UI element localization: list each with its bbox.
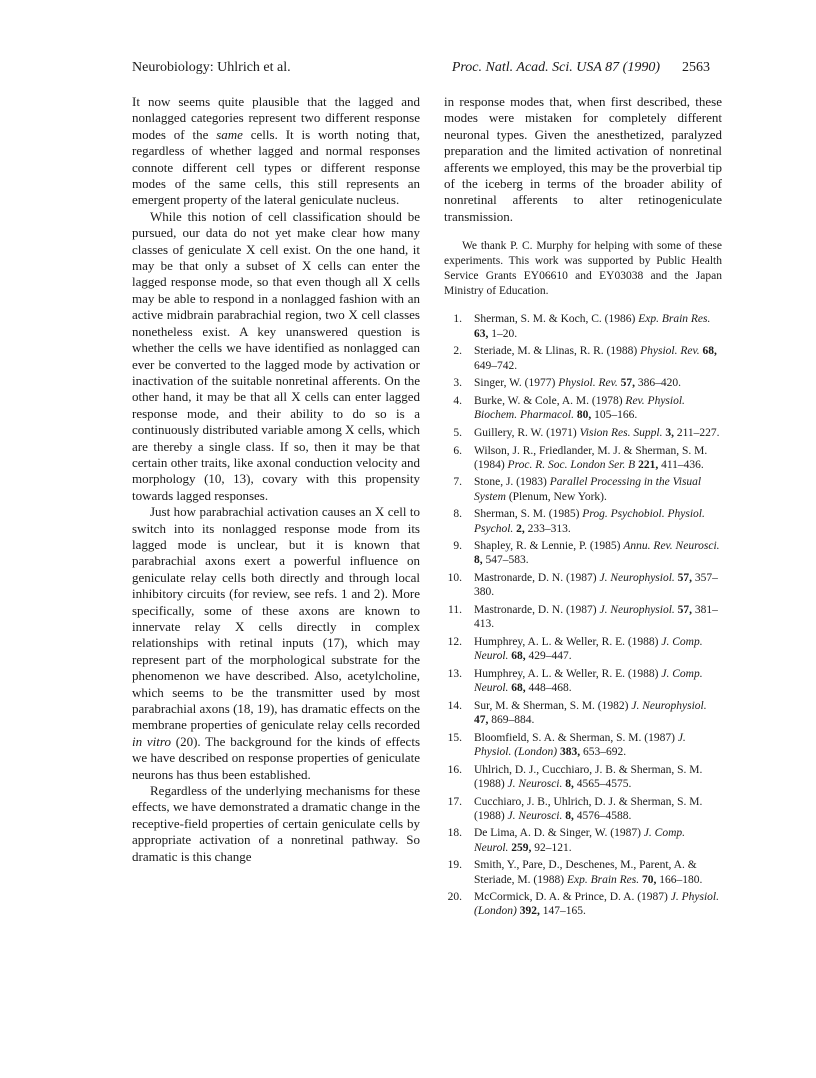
reference-journal: Physiol. Rev.	[640, 345, 700, 358]
reference-volume: 70,	[639, 873, 657, 886]
paragraph-3	[132, 504, 420, 783]
reference-number: 15.	[447, 731, 462, 744]
reference-item	[444, 826, 722, 854]
reference-authors: Mastronarde, D. N. (1987)	[474, 604, 600, 617]
reference-journal: Rev. Physiol. Biochem. Pharmacol.	[474, 394, 685, 422]
reference-item	[444, 667, 722, 695]
reference-pages: 1–20.	[488, 327, 518, 340]
paragraph-3-emphasis: in vitro	[132, 733, 171, 749]
reference-item	[444, 507, 722, 535]
reference-pages: 233–313.	[524, 522, 571, 535]
reference-number: 7.	[453, 476, 462, 489]
reference-authors: Mastronarde, D. N. (1987)	[474, 572, 600, 585]
reference-journal: Parallel Processing in the Visual System	[474, 476, 702, 503]
running-header	[0, 60, 816, 82]
reference-item	[444, 475, 722, 503]
reference-number: 9.	[453, 540, 462, 553]
reference-journal: Exp. Brain Res.	[566, 873, 640, 886]
reference-number: 18.	[447, 827, 462, 840]
paragraph-2: While this notion of cell classification should be pursued, our data do not yet make clear how many classes of geniculate X cell exist. On the one hand, it may be that only a subset of X cells can enter the lagged response mode, so that even though all X cells may be able to respond in a nonlagged fashion with an active midbrain parabrachial region, two X cell classes nonetheless exist. A key unanswered question is whether the cells we have identified as nonlagged can ever be converted to the lagged mode by activation or inactivation of the suitable nonretinal afferents. On the other hand, it may be that all X cells can enter lagged response mode, and their ability to do so is a continuously distributed variable among X cells, which are thereby a single class. If so, then it may be that certain other traits, like axonal conduction velocity and morphology (10, 13), covary with this propensity towards lagged responses.	[132, 208, 420, 503]
reference-authors: Humphrey, A. L. & Weller, R. E. (1988)	[474, 667, 662, 680]
reference-authors: Shapley, R. & Lennie, P. (1985)	[474, 540, 624, 553]
reference-pages: 211–227.	[673, 426, 720, 439]
reference-journal: Physiol. Rev.	[558, 377, 618, 390]
reference-authors: Guillery, R. W. (1971)	[474, 426, 580, 439]
header-journal-citation	[452, 60, 710, 76]
reference-authors: Burke, W. & Cole, A. M. (1978)	[474, 394, 626, 407]
reference-journal: J. Neurophysiol.	[599, 572, 675, 585]
paragraph-1	[132, 94, 420, 209]
reference-pages: 869–884.	[488, 714, 535, 727]
reference-pages: 4565–4575.	[573, 777, 632, 790]
reference-volume: 8,	[562, 777, 574, 790]
reference-volume: 383,	[557, 745, 581, 758]
reference-authors: Steriade, M. & Llinas, R. R. (1988)	[474, 345, 641, 358]
reference-item	[444, 890, 722, 918]
paragraph-1-text-a: It now seems quite plausible that the lagged and nonlagged categories represent two different response modes of the	[132, 94, 420, 142]
reference-volume: 57,	[674, 604, 693, 617]
reference-number: 3.	[453, 377, 462, 390]
reference-list	[444, 312, 722, 918]
reference-item	[444, 763, 722, 791]
reference-item	[444, 394, 722, 422]
reference-number: 13.	[447, 667, 462, 680]
reference-number: 10.	[447, 572, 462, 585]
reference-journal: J. Neurosci.	[507, 777, 563, 790]
reference-item	[444, 795, 722, 823]
reference-item	[444, 731, 722, 759]
reference-pages: 448–468.	[525, 682, 572, 695]
reference-number: 8.	[453, 508, 462, 521]
paragraph-3-text-b: (20). The background for the kinds of effects we have described on response properties of geniculate neurons has thus been established.	[132, 733, 421, 782]
reference-journal: Prog. Psychobiol. Physiol. Psychol.	[474, 508, 705, 535]
reference-journal: J. Comp. Neurol.	[474, 667, 703, 695]
reference-pages: 386–420.	[634, 377, 681, 390]
reference-authors: Sherman, S. M. (1985)	[474, 508, 583, 521]
reference-authors: Bloomfield, S. A. & Sherman, S. M. (1987)	[474, 731, 678, 744]
reference-number: 5.	[453, 426, 462, 439]
reference-item	[444, 539, 722, 567]
paragraph-3-text-a: Just how parabrachial activation causes an X cell to switch into its nonlagged response mode from its lagged mode is unclear, but it is known that parabrachial axons exert a powerful influence on geniculate relay cells both directly and through local inhibitory circuits (for review, see refs. 1 and 2). More specifically, some of these axons are known to innervate relay X cells directly in complex relationships with retinal inputs (17), which may represent part of the morphological substrate for the phenomenon we have described. Also, acetylcholine, which seems to be the transmitter used by most parabrachial axons (18, 19), has dramatic effects on the membrane properties of geniculate relay cells recorded	[132, 504, 420, 733]
acknowledgment: We thank P. C. Murphy for helping with some of these experiments. This work was supported by Public Health Service Grants EY06610 and EY03038 and the Japan Ministry of Education.	[444, 240, 722, 297]
reference-volume: 259,	[508, 841, 532, 854]
reference-journal: J. Comp. Neurol.	[474, 636, 703, 663]
reference-authors: Smith, Y., Pare, D., Deschenes, M., Parent, A. & Steriade, M. (1988)	[474, 859, 697, 886]
reference-number: 6.	[453, 444, 462, 457]
reference-item	[444, 312, 722, 340]
reference-volume: 68,	[699, 345, 717, 358]
reference-pages: 147–165.	[539, 905, 586, 918]
reference-pages: 653–692.	[580, 745, 627, 758]
reference-item	[444, 344, 722, 372]
left-column	[132, 94, 420, 865]
reference-item	[444, 376, 722, 390]
reference-journal: Vision Res. Suppl.	[579, 426, 663, 439]
reference-authors: Uhlrich, D. J., Cucchiaro, J. B. & Sherman, S. M. (1988)	[474, 763, 703, 790]
reference-volume: 63,	[474, 327, 489, 340]
reference-journal: J. Physiol. (London)	[474, 891, 719, 918]
header-section-authors: Neurobiology: Uhlrich et al.	[132, 60, 291, 75]
reference-journal: Exp. Brain Res.	[638, 313, 711, 326]
reference-volume: 221,	[635, 458, 659, 471]
reference-number: 1.	[453, 313, 462, 326]
reference-authors: Cucchiaro, J. B., Uhlrich, D. J. & Sherman, S. M. (1988)	[474, 795, 703, 822]
reference-volume: 2,	[513, 522, 525, 535]
paragraph-1-text-b: cells. It is worth noting that, regardless of whether lagged and normal responses connote different cell types or different response modes of the same cells, this still represents an emergent property of the lateral geniculate nucleus.	[132, 126, 420, 208]
reference-journal: J. Comp. Neurol.	[474, 827, 686, 854]
paragraph-4: Regardless of the underlying mechanisms for these effects, we have demonstrated a dramatic change in the receptive-field properties of certain geniculate cells by appropriate activation of a nonretinal pathway. So dramatic is this change	[132, 783, 420, 864]
reference-volume: 57,	[617, 377, 635, 390]
reference-number: 19.	[447, 859, 462, 872]
reference-pages: 105–166.	[591, 409, 638, 422]
paragraph-5: in response modes that, when first described, these modes were mistaken for completely different neuronal types. Given the anesthetized, paralyzed preparation and the limited activation of nonretinal afferents we employed, this may be the proverbial tip of the iceberg in terms of the broader ability of nonretinal afferents to alter retinogeniculate transmission.	[444, 94, 722, 224]
reference-pages: 411–436.	[658, 458, 704, 471]
reference-item	[444, 571, 722, 599]
reference-pages: (Plenum, New York).	[505, 490, 607, 503]
reference-number: 2.	[453, 345, 462, 358]
reference-volume: 8,	[474, 554, 483, 567]
reference-authors: Stone, J. (1983)	[474, 476, 550, 489]
header-page-number: 2563	[682, 60, 710, 75]
reference-pages: 92–121.	[531, 841, 572, 854]
reference-item	[444, 426, 722, 440]
reference-authors: Humphrey, A. L. & Weller, R. E. (1988)	[474, 636, 662, 648]
reference-pages: 429–447.	[525, 650, 572, 663]
reference-journal: Annu. Rev. Neurosci.	[623, 540, 720, 553]
paragraph-1-emphasis: same	[216, 126, 243, 142]
reference-volume: 80,	[573, 409, 592, 422]
reference-authors: Sherman, S. M. & Koch, C. (1986)	[474, 313, 639, 326]
reference-journal: J. Physiol. (London)	[474, 731, 686, 758]
reference-pages: 4576–4588.	[573, 809, 632, 822]
reference-journal: Proc. R. Soc. London Ser. B	[507, 458, 636, 471]
reference-item	[444, 699, 722, 727]
reference-number: 11.	[448, 604, 462, 617]
reference-journal: J. Neurophysiol.	[631, 699, 707, 712]
reference-authors: Wilson, J. R., Friedlander, M. J. & Sherman, S. M. (1984)	[474, 444, 708, 471]
reference-number: 17.	[447, 795, 462, 808]
reference-item	[444, 635, 722, 663]
reference-pages: 357–380.	[474, 572, 718, 599]
reference-volume: 68,	[508, 650, 526, 663]
header-journal: Proc. Natl. Acad. Sci. USA 87 (1990)	[451, 60, 660, 75]
reference-journal: J. Neurophysiol.	[599, 604, 675, 617]
reference-item	[444, 603, 722, 631]
reference-authors: McCormick, D. A. & Prince, D. A. (1987)	[474, 891, 671, 904]
reference-volume: 8,	[562, 809, 574, 822]
reference-authors: Singer, W. (1977)	[474, 377, 559, 390]
reference-pages: 547–583.	[482, 554, 529, 567]
reference-journal: J. Neurosci.	[507, 809, 563, 822]
reference-volume: 68,	[508, 682, 526, 695]
reference-volume: 57,	[674, 572, 693, 585]
reference-pages: 649–742.	[474, 359, 518, 372]
reference-number: 20.	[447, 891, 462, 904]
reference-number: 14.	[447, 699, 462, 712]
reference-authors: De Lima, A. D. & Singer, W. (1987)	[474, 827, 644, 840]
reference-number: 4.	[453, 394, 462, 407]
reference-pages: 381–413.	[474, 604, 718, 631]
reference-item	[444, 858, 722, 886]
reference-authors: Sur, M. & Sherman, S. M. (1982)	[474, 699, 632, 712]
right-column	[444, 94, 722, 922]
reference-volume: 392,	[516, 905, 540, 918]
reference-number: 16.	[447, 763, 462, 776]
reference-item	[444, 444, 722, 472]
reference-volume: 47,	[474, 714, 489, 727]
reference-pages: 166–180.	[656, 873, 703, 886]
reference-volume: 3,	[662, 426, 674, 439]
reference-number: 12.	[447, 636, 462, 648]
